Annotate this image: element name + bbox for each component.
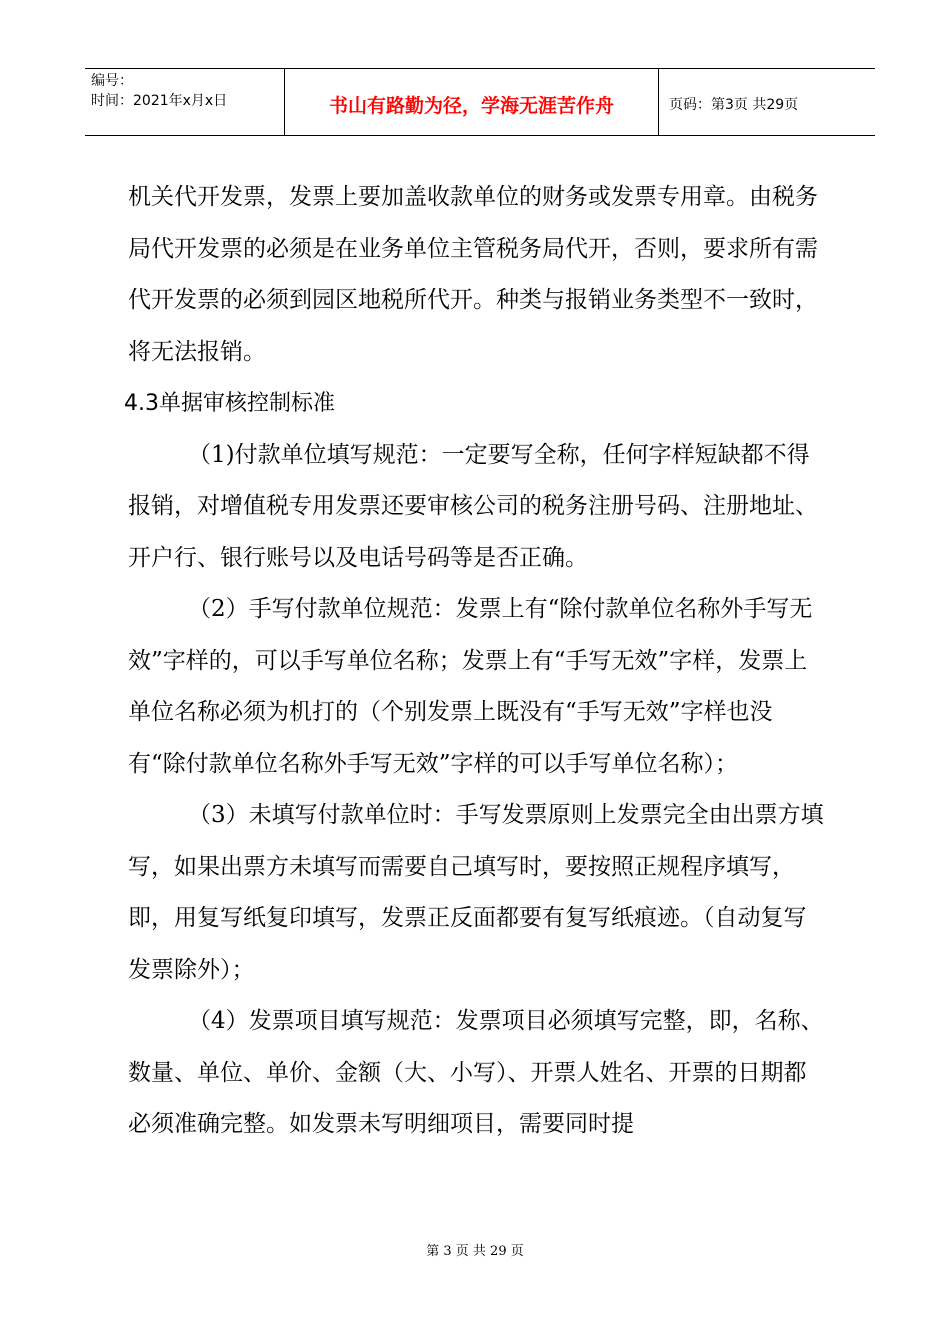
document-body: [124, 172, 828, 1151]
paragraph-payer-rule-4: （4）发票项目填写规范：发票项目必须填写完整，即，名称、数量、单位、单价、金额（大、小写）、开票人姓名、开票的日期都必须准确完整。如发票未写明细项目，需要同时提: [128, 1008, 824, 1137]
paragraph-payer-rule-3: （3）未填写付款单位时：手写发票原则上发票完全由出票方填写，如果出票方未填写而需要自己填写时，要按照正规程序填写，即，用复写纸复印填写，发票正反面都要有复写纸痕迹。（自动复写发票除外）；: [128, 802, 824, 983]
page-footer: 第 3 页 共 29 页: [426, 1244, 524, 1259]
paragraph-invoice-agency: 机关代开发票，发票上要加盖收款单位的财务或发票专用章。由税务局代开发票的必须是在业务单位主管税务局代开，否则，要求所有需代开发票的必须到园区地税所代开。种类与报销业务类型不一致时，将无法报销。: [128, 184, 818, 365]
section-heading: 4.3单据审核控制标准: [124, 391, 335, 416]
header-motto: 书山有路勤为径，学海无涯苦作舟: [285, 69, 659, 135]
document-header: [85, 68, 875, 136]
paragraph-payer-rule-2: （2）手写付款单位规范：发票上有“除付款单位名称外手写无效”字样的，可以手写单位名称；发票上有“手写无效”字样，发票上单位名称必须为机打的（个别发票上既没有“手写无效”字样也没有“除付款单位名称外手写无效”字样的可以手写单位名称）；: [128, 596, 813, 777]
paragraph-payer-rule-1: （1)付款单位填写规范：一定要写全称，任何字样短缺都不得报销，对增值税专用发票还要审核公司的税务注册号码、注册地址、开户行、银行账号以及电话号码等是否正确。: [128, 441, 818, 571]
header-page-info: 页码：第3页 共29页: [669, 97, 799, 113]
document-time-label: 时间：2021年x月x日: [91, 93, 228, 109]
document-number-label: 编号：: [91, 73, 133, 89]
header-meta-cell: [85, 69, 285, 135]
